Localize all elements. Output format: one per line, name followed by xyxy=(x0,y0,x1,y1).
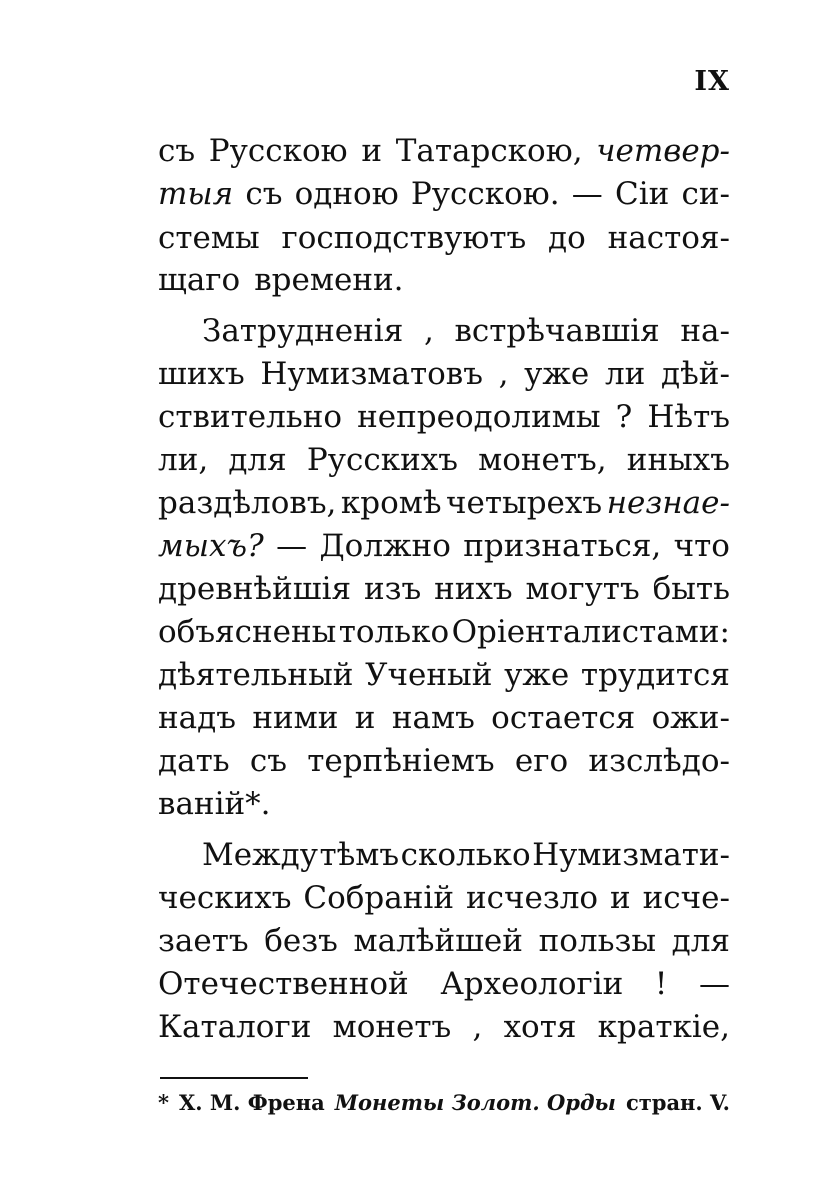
text-word: Отечественной xyxy=(158,966,409,1002)
text-line xyxy=(158,216,730,260)
text-word: монетъ xyxy=(332,1009,452,1045)
text-line xyxy=(158,567,730,611)
text-word: Русскою xyxy=(208,133,348,169)
text-line xyxy=(158,696,730,740)
text-word: краткіе, xyxy=(597,1009,730,1045)
footnote-marker: * xyxy=(158,1090,169,1115)
text-word: встрѣчавшія xyxy=(454,313,660,349)
text-word: Собраній xyxy=(303,880,455,916)
text-word: съ xyxy=(245,176,283,212)
text-word: иныхъ xyxy=(626,442,730,478)
text-line xyxy=(158,919,730,963)
text-word: незнае- xyxy=(606,485,730,521)
text-line xyxy=(158,739,730,783)
text-word: трудится xyxy=(580,657,730,693)
footnote-author: Х. М. Френа xyxy=(179,1090,325,1115)
text-word: Нѣтъ xyxy=(647,399,730,435)
text-word: Русскихъ xyxy=(306,442,458,478)
text-word: дать xyxy=(158,743,230,779)
text-word: Затрудненія xyxy=(202,313,404,349)
text-word: Татарскою, xyxy=(395,133,583,169)
text-word: ствительно xyxy=(158,399,343,435)
text-word: хотя xyxy=(503,1009,577,1045)
text-word: господствуютъ xyxy=(281,220,527,256)
text-word: остается xyxy=(491,700,636,736)
text-line xyxy=(202,833,730,877)
text-word: ними xyxy=(252,700,339,736)
text-word: мыхъ? xyxy=(158,528,264,564)
text-word: — xyxy=(571,176,603,212)
text-line xyxy=(202,309,730,353)
text-line xyxy=(158,258,730,302)
text-word: Каталоги xyxy=(158,1009,312,1045)
page-number: IX xyxy=(694,66,730,97)
text-word: Между xyxy=(202,837,318,873)
text-word: стемы xyxy=(158,220,260,256)
text-word: ли xyxy=(604,356,646,392)
text-word: ? xyxy=(615,399,633,435)
text-word: надъ xyxy=(158,700,236,736)
text-word: исче- xyxy=(642,880,730,916)
text-word: , xyxy=(472,1009,483,1045)
text-word: безъ xyxy=(264,923,338,959)
text-word: объяснены xyxy=(158,614,337,650)
text-word: уже xyxy=(524,356,590,392)
text-word: четвер- xyxy=(596,133,730,169)
text-word: и xyxy=(354,700,376,736)
text-word: — xyxy=(698,966,730,1002)
text-word: и xyxy=(610,880,631,916)
text-word: Нумизмати- xyxy=(532,837,730,873)
text-word: Ученый xyxy=(365,657,493,693)
text-word: изслѣдо- xyxy=(588,743,730,779)
text-word: , xyxy=(498,356,509,392)
text-word: , xyxy=(423,313,434,349)
text-word: Нумизматовъ xyxy=(260,356,483,392)
text-line xyxy=(158,962,730,1006)
text-word: си- xyxy=(681,176,730,212)
text-word: что xyxy=(673,528,730,564)
text-word: Должно xyxy=(319,528,451,564)
text-word: дѣятельный xyxy=(158,657,354,693)
text-word: быть xyxy=(652,571,730,607)
text-word: Русскою. xyxy=(410,176,560,212)
text-word: для xyxy=(671,923,730,959)
text-word: ли, xyxy=(158,442,209,478)
text-line xyxy=(158,782,730,826)
text-word: щаго xyxy=(158,262,241,298)
text-line xyxy=(158,610,730,654)
text-word: шихъ xyxy=(158,356,245,392)
text-line xyxy=(158,129,730,173)
text-word: нихъ xyxy=(434,571,513,607)
text-word: тыя xyxy=(158,176,234,212)
footnote xyxy=(158,1089,730,1117)
text-word: сколько xyxy=(400,837,531,873)
text-word: до xyxy=(548,220,586,256)
text-word: непреодолимы xyxy=(357,399,601,435)
text-word: древнѣйшія xyxy=(158,571,352,607)
text-line xyxy=(158,524,730,568)
text-word: пользы xyxy=(538,923,657,959)
text-word: терпѣніемъ xyxy=(307,743,495,779)
text-line xyxy=(158,438,730,482)
text-word: съ xyxy=(249,743,287,779)
text-word: дѣй- xyxy=(661,356,730,392)
text-word: только xyxy=(338,614,450,650)
text-word: четырехъ xyxy=(446,485,603,521)
footnote-work: Монеты Золот. Орды xyxy=(334,1090,616,1115)
text-word: заетъ xyxy=(158,923,249,959)
text-word: ожи- xyxy=(651,700,730,736)
text-word: уже xyxy=(504,657,570,693)
text-word: времени. xyxy=(254,262,404,298)
text-line xyxy=(158,653,730,697)
text-word: Сіи xyxy=(614,176,670,212)
text-word: малѣйшей xyxy=(353,923,523,959)
text-word: ваній*. xyxy=(158,786,271,822)
text-word: на- xyxy=(680,313,730,349)
text-word: — xyxy=(276,528,308,564)
footnote-reference: стран. V. xyxy=(625,1090,730,1115)
text-word: кромѣ xyxy=(340,485,442,521)
text-word: одною xyxy=(294,176,399,212)
text-word: настоя- xyxy=(607,220,730,256)
text-word: исчезло xyxy=(465,880,599,916)
text-word: тѣмъ xyxy=(319,837,400,873)
text-word: раздѣловъ, xyxy=(158,485,337,521)
text-word: Археологіи xyxy=(440,966,624,1002)
text-word: съ xyxy=(158,133,196,169)
text-line xyxy=(158,876,730,920)
text-word: изъ xyxy=(363,571,422,607)
text-line xyxy=(158,395,730,439)
text-line xyxy=(158,352,730,396)
text-word: Оріенталистами: xyxy=(451,614,730,650)
text-word: признаться, xyxy=(463,528,662,564)
text-word: ческихъ xyxy=(158,880,292,916)
text-line xyxy=(158,172,730,216)
text-word: для xyxy=(228,442,287,478)
text-word: и xyxy=(361,133,382,169)
text-word: ! xyxy=(654,966,668,1002)
text-line xyxy=(158,481,730,525)
footnote-divider xyxy=(160,1077,308,1079)
text-word: монетъ, xyxy=(478,442,607,478)
text-word: намъ xyxy=(391,700,475,736)
text-word: его xyxy=(514,743,569,779)
text-word: могутъ xyxy=(525,571,640,607)
text-line xyxy=(158,1005,730,1049)
